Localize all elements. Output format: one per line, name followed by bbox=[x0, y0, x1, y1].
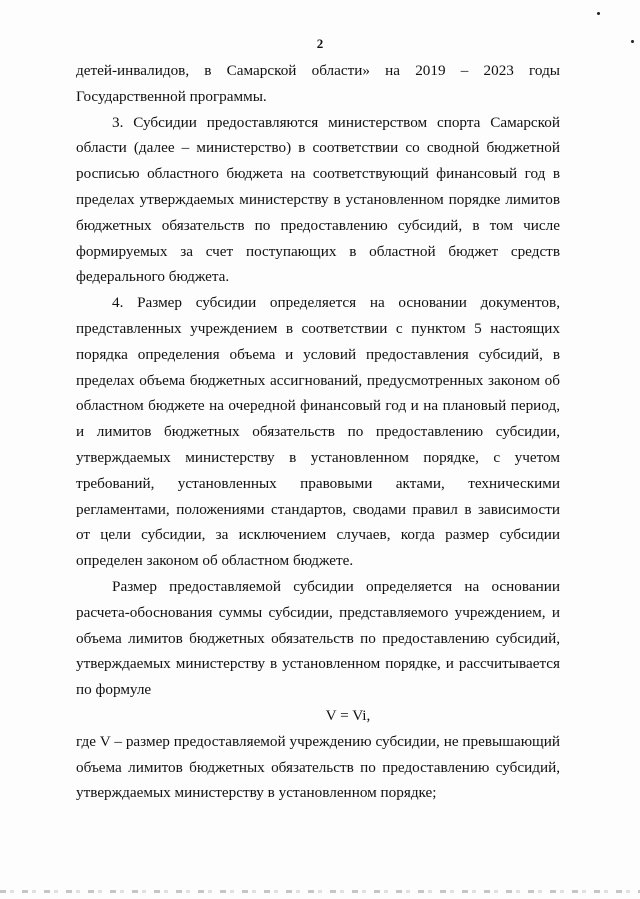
paragraph-continuation: детей-инвалидов, в Самарской области» на 2019 – 2023 годы Государственной программы. bbox=[76, 62, 560, 105]
page-number: 2 bbox=[316, 36, 324, 51]
document-body bbox=[76, 58, 560, 806]
paragraph-formula-definition: где V – размер предоставляемой учреждению субсидии, не превышающий объема лимитов бюджетных обязательств по предоставлению субсидий, утверждаемых министерству в установленном порядке; bbox=[76, 732, 560, 802]
scan-edge-artifact bbox=[0, 890, 640, 893]
paragraph-item-4: 4. Размер субсидии определяется на основании документов, представленных учреждением в соответствии с пунктом 5 настоящих порядка определения объема и условий предоставления субсидий, в пределах объема бюджетных ассигнований, предусмотренных законом об областном бюджете на очередной финансовый год и на плановый период, и лимитов бюджетных обязательств по предоставлению субсидии, утверждаемых министерству в установленном порядке, с учетом требований, установленных правовыми актами, техническими регламентами, положениями стандартов, сводами правил в зависимости от цели субсидии, за исключением случаев, когда размер субсидии определен законом об областном бюджете. bbox=[76, 294, 560, 570]
paragraph-subsidy-size: Размер предоставляемой субсидии определяется на основании расчета-обоснования суммы субсидии, представляемого учреждением, и объема лимитов бюджетных обязательств по предоставлению субсидий, утверждаемых министерству в установленном порядке, и рассчитывается по формуле bbox=[76, 577, 560, 699]
paragraph-item-3: 3. Субсидии предоставляются министерством спорта Самарской области (далее – министерство) в соответствии со сводной бюджетной росписью областного бюджета на соответствующий финансовый год в пределах утверждаемых министерству в установленном порядке лимитов бюджетных обязательств по предоставлению субсидий, в том числе формируемых за счет поступающих в областной бюджет средств федерального бюджета. bbox=[76, 113, 560, 286]
scan-speck bbox=[597, 12, 600, 15]
formula: V = Vi, bbox=[325, 706, 371, 724]
